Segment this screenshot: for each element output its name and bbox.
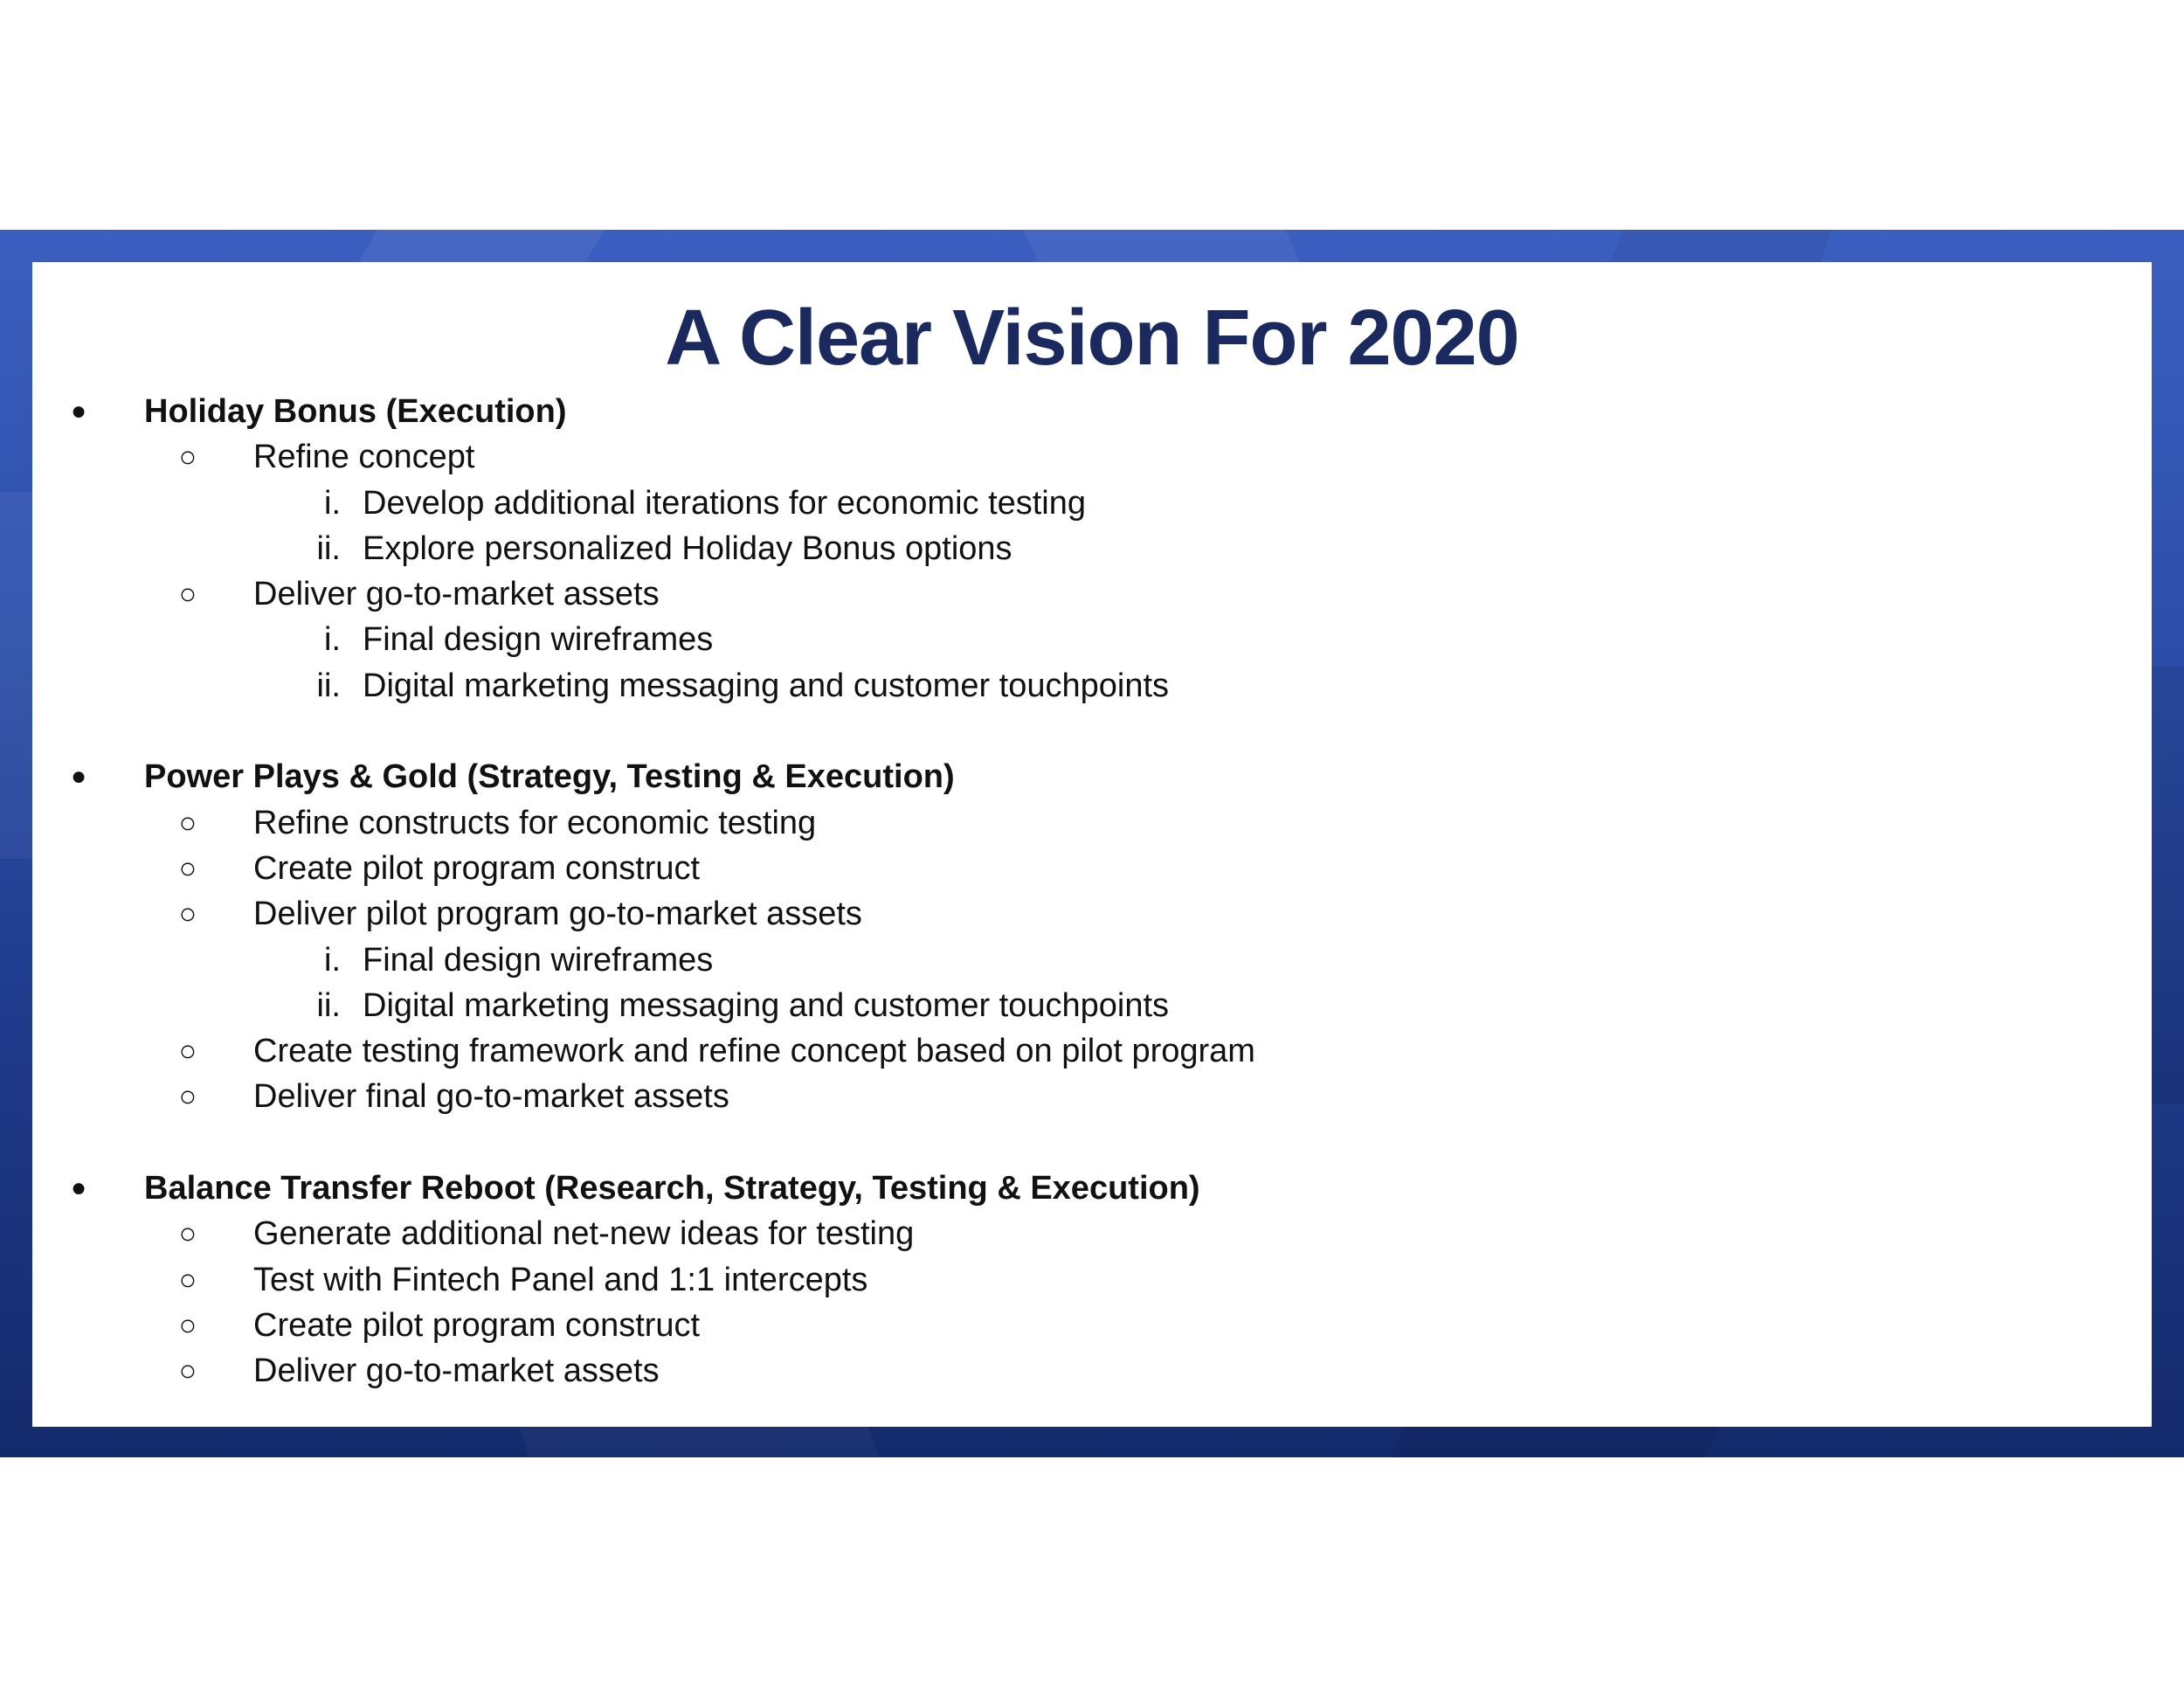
sub-list-item bbox=[32, 663, 2152, 709]
list-item bbox=[32, 1303, 2152, 1348]
list-item-text: Create pilot program construct bbox=[253, 1306, 701, 1344]
bullet-icon: ● bbox=[70, 762, 87, 792]
list-item-text: Generate additional net-new ideas for testing bbox=[253, 1215, 915, 1253]
hollow-bullet-icon: ○ bbox=[178, 806, 197, 840]
list-item-text: Refine constructs for economic testing bbox=[253, 804, 817, 841]
background-facet bbox=[2149, 667, 2184, 1103]
list-item bbox=[32, 1348, 2152, 1394]
sub-list-item bbox=[32, 937, 2152, 983]
list-item bbox=[32, 1257, 2152, 1303]
roman-numeral-marker: i. bbox=[324, 941, 341, 979]
sub-list-item bbox=[32, 617, 2152, 662]
list-item-text: Deliver go-to-market assets bbox=[253, 576, 660, 613]
sub-list-item-text: Digital marketing messaging and customer touchpoints bbox=[363, 667, 1170, 704]
hollow-bullet-icon: ○ bbox=[178, 1080, 197, 1114]
section-spacer bbox=[32, 1120, 2152, 1166]
sub-list-item-text: Explore personalized Holiday Bonus options bbox=[363, 529, 1013, 567]
section-heading-row bbox=[32, 1166, 2152, 1211]
sub-list-item bbox=[32, 526, 2152, 571]
roman-numeral-marker: i. bbox=[324, 484, 341, 522]
list-item bbox=[32, 846, 2152, 891]
sub-list-item-text: Digital marketing messaging and customer touchpoints bbox=[363, 986, 1170, 1024]
hollow-bullet-icon: ○ bbox=[178, 897, 197, 931]
list-item-text: Deliver final go-to-market assets bbox=[253, 1078, 729, 1116]
list-item bbox=[32, 1211, 2152, 1256]
bullet-icon: ● bbox=[70, 1173, 87, 1203]
list-item-text: Deliver go-to-market assets bbox=[253, 1352, 660, 1390]
hollow-bullet-icon: ○ bbox=[178, 440, 197, 474]
sub-list-item-text: Final design wireframes bbox=[363, 941, 714, 979]
list-item-text: Create testing framework and refine concept based on pilot program bbox=[253, 1033, 1255, 1070]
background-facet bbox=[1610, 230, 1833, 265]
hollow-bullet-icon: ○ bbox=[178, 1354, 197, 1388]
section-heading: Power Plays & Gold (Strategy, Testing & Execution) bbox=[144, 758, 955, 796]
roman-numeral-marker: ii. bbox=[316, 986, 341, 1024]
hollow-bullet-icon: ○ bbox=[178, 1263, 197, 1297]
sub-list-item bbox=[32, 983, 2152, 1028]
hollow-bullet-icon: ○ bbox=[178, 1034, 197, 1069]
section-heading: Balance Transfer Reboot (Research, Strategy, Testing & Execution) bbox=[144, 1170, 1200, 1207]
roman-numeral-marker: ii. bbox=[316, 529, 341, 567]
slide-content-card bbox=[32, 262, 2152, 1427]
roman-numeral-marker: i. bbox=[324, 621, 341, 659]
list-item-text: Refine concept bbox=[253, 439, 475, 476]
list-item bbox=[32, 571, 2152, 617]
list-item bbox=[32, 1074, 2152, 1119]
background-facet bbox=[519, 1427, 880, 1457]
list-item-text: Test with Fintech Panel and 1:1 intercepts bbox=[253, 1261, 868, 1298]
section-heading-row bbox=[32, 754, 2152, 799]
hollow-bullet-icon: ○ bbox=[178, 1308, 197, 1342]
outline-list bbox=[32, 389, 2152, 1394]
hollow-bullet-icon: ○ bbox=[178, 1217, 197, 1251]
sub-list-item bbox=[32, 481, 2152, 526]
slide-title: A Clear Vision For 2020 bbox=[665, 294, 1519, 382]
bullet-icon: ● bbox=[70, 397, 87, 425]
sub-list-item-text: Final design wireframes bbox=[363, 621, 714, 659]
section-heading: Holiday Bonus (Execution) bbox=[144, 393, 567, 430]
hollow-bullet-icon: ○ bbox=[178, 851, 197, 885]
sub-list-item-text: Develop additional iterations for economic testing bbox=[363, 484, 1087, 522]
background-facet bbox=[1390, 1425, 1719, 1457]
background-facet bbox=[1023, 230, 1301, 263]
list-item bbox=[32, 891, 2152, 937]
list-item-text: Deliver pilot program go-to-market assets bbox=[253, 896, 862, 933]
list-item bbox=[32, 1028, 2152, 1074]
section-heading-row bbox=[32, 389, 2152, 434]
roman-numeral-marker: ii. bbox=[316, 667, 341, 704]
list-item-text: Create pilot program construct bbox=[253, 849, 701, 887]
background-facet bbox=[356, 230, 604, 265]
list-item bbox=[32, 800, 2152, 846]
hollow-bullet-icon: ○ bbox=[178, 578, 197, 612]
list-item bbox=[32, 434, 2152, 480]
background-facet bbox=[0, 492, 35, 859]
section-spacer bbox=[32, 709, 2152, 754]
